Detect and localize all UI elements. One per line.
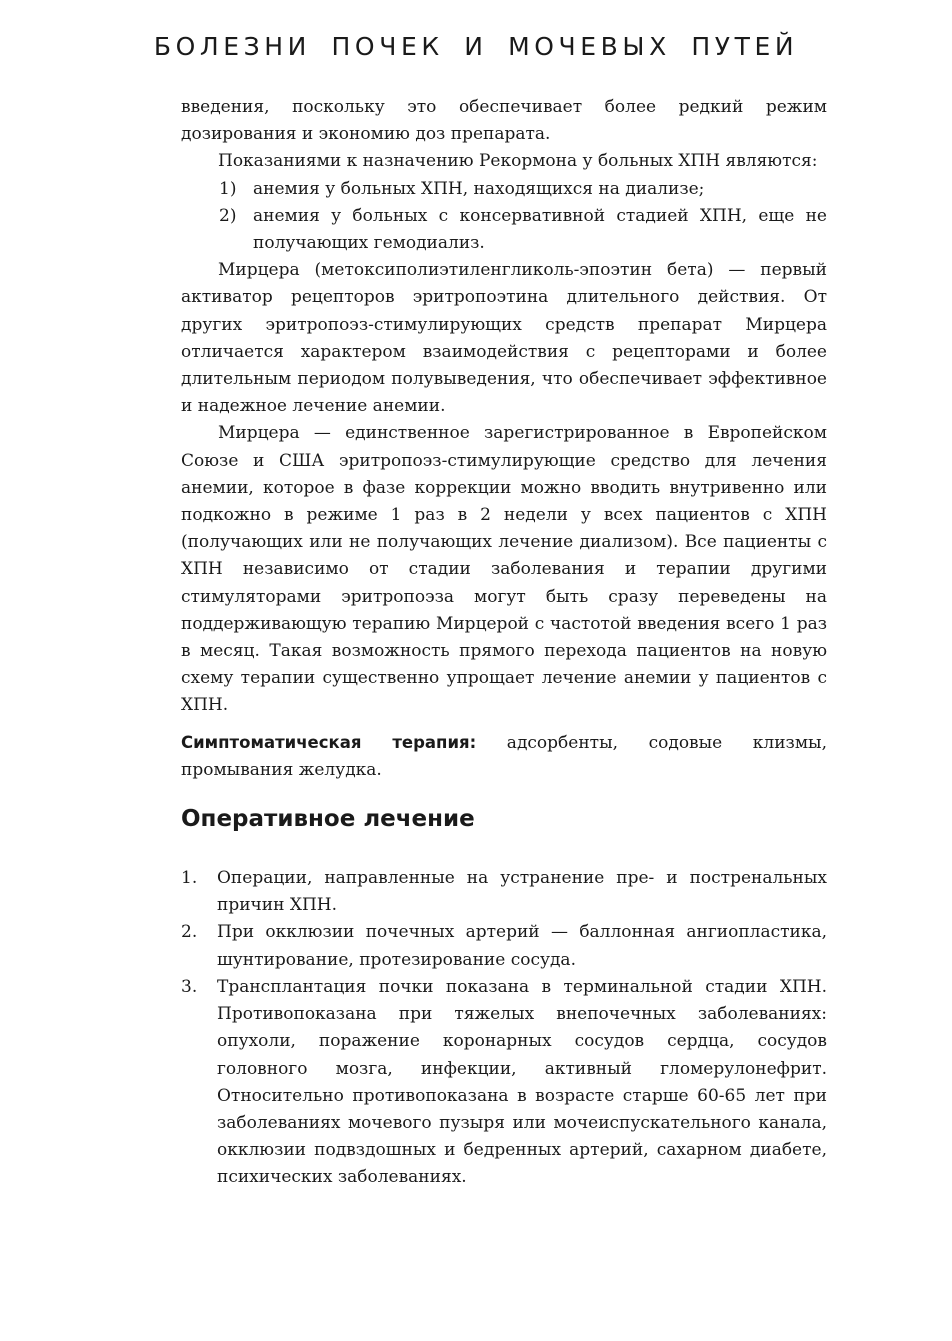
list-item-number: 1): [219, 178, 237, 199]
list-item: [181, 919, 827, 973]
list-item: [181, 203, 827, 257]
list-item-number: 3.: [181, 976, 198, 997]
paragraph-mircera-registration: Мирцера — единственное зарегистрированное в Европейском Союзе и США эритропоэз-стимулирующие средство для лечения анемии, которое в фазе коррекции можно вводить внутривенно или подкожно в режиме 1 раз в 2 недели у всех пациентов с ХПН (получающих или не получающих лечение диализом). Все пациенты с ХПН независимо от стадии заболевания и терапии другими стимуляторами эритропоэза могут быть сразу переведены на поддерживающую терапию Мирцерой с частотой введения всего 1 раз в месяц. Такая возможность прямого перехода пациентов на новую схему терапии существенно упрощает лечение анемии у пациентов с ХПН.: [181, 423, 827, 716]
list-item-text: Операции, направленные на устранение пре- и постренальных причин ХПН.: [217, 868, 827, 916]
symptomatic-therapy-heading: Симптоматическая терапия:: [181, 732, 477, 752]
list-item: [181, 974, 827, 1192]
symptomatic-therapy-text: адсорбенты, содовые клизмы, промывания желудка.: [181, 732, 827, 780]
list-item-text: При окклюзии почечных артерий — баллонная ангиопластика, шунтирование, протезирование сосуда.: [217, 922, 827, 970]
paragraph-symptomatic-therapy: [181, 729, 827, 784]
list-item-number: 2): [219, 205, 237, 226]
list-item-text: анемия у больных ХПН, находящихся на диализе;: [253, 178, 705, 199]
operative-treatment-list: [181, 865, 827, 1191]
indications-list: [181, 176, 827, 258]
section-title: Оперативное лечение: [181, 806, 475, 833]
paragraph-recormon-indications: Показаниями к назначению Рекормона у больных ХПН являются:: [218, 151, 818, 172]
paragraph-dosing: введения, поскольку это обеспечивает более редкий режим дозирования и экономию доз препарата.: [181, 97, 827, 145]
running-header: БОЛЕЗНИ ПОЧЕК И МОЧЕВЫХ ПУТЕЙ: [153, 32, 799, 61]
list-item: [181, 865, 827, 919]
list-item-number: 1.: [181, 868, 198, 889]
list-item-number: 2.: [181, 922, 198, 943]
paragraph-mircera-intro: Мирцера (метоксиполиэтиленгликоль-эпоэтин бета) — первый активатор рецепторов эритропоэтина длительного действия. От других эритропоэз-стимулирующих средств препарат Мирцера отличается характером взаимодействия с рецепторами и более длительным периодом полувыведения, что обеспечивает эффективное и надежное лечение анемии.: [181, 260, 827, 417]
page-content: [181, 94, 827, 1192]
list-item-text: анемия у больных с консервативной стадией ХПН, еще не получающих гемодиализ.: [253, 205, 827, 254]
list-item-text: Трансплантация почки показана в терминальной стадии ХПН. Противопоказана при тяжелых внепочечных заболеваниях: опухоли, поражение коронарных сосудов сердца, сосудов головного мозга, инфекции, активный гломерулонефрит. Относительно противопоказана в возрасте старше 60-65 лет при заболеваниях мочевого пузыря или мочеиспускательного канала, окклюзии подвздошных и бедренных артерий, сахарном диабете, психических заболеваниях.: [217, 976, 827, 1188]
list-item: [181, 176, 827, 203]
